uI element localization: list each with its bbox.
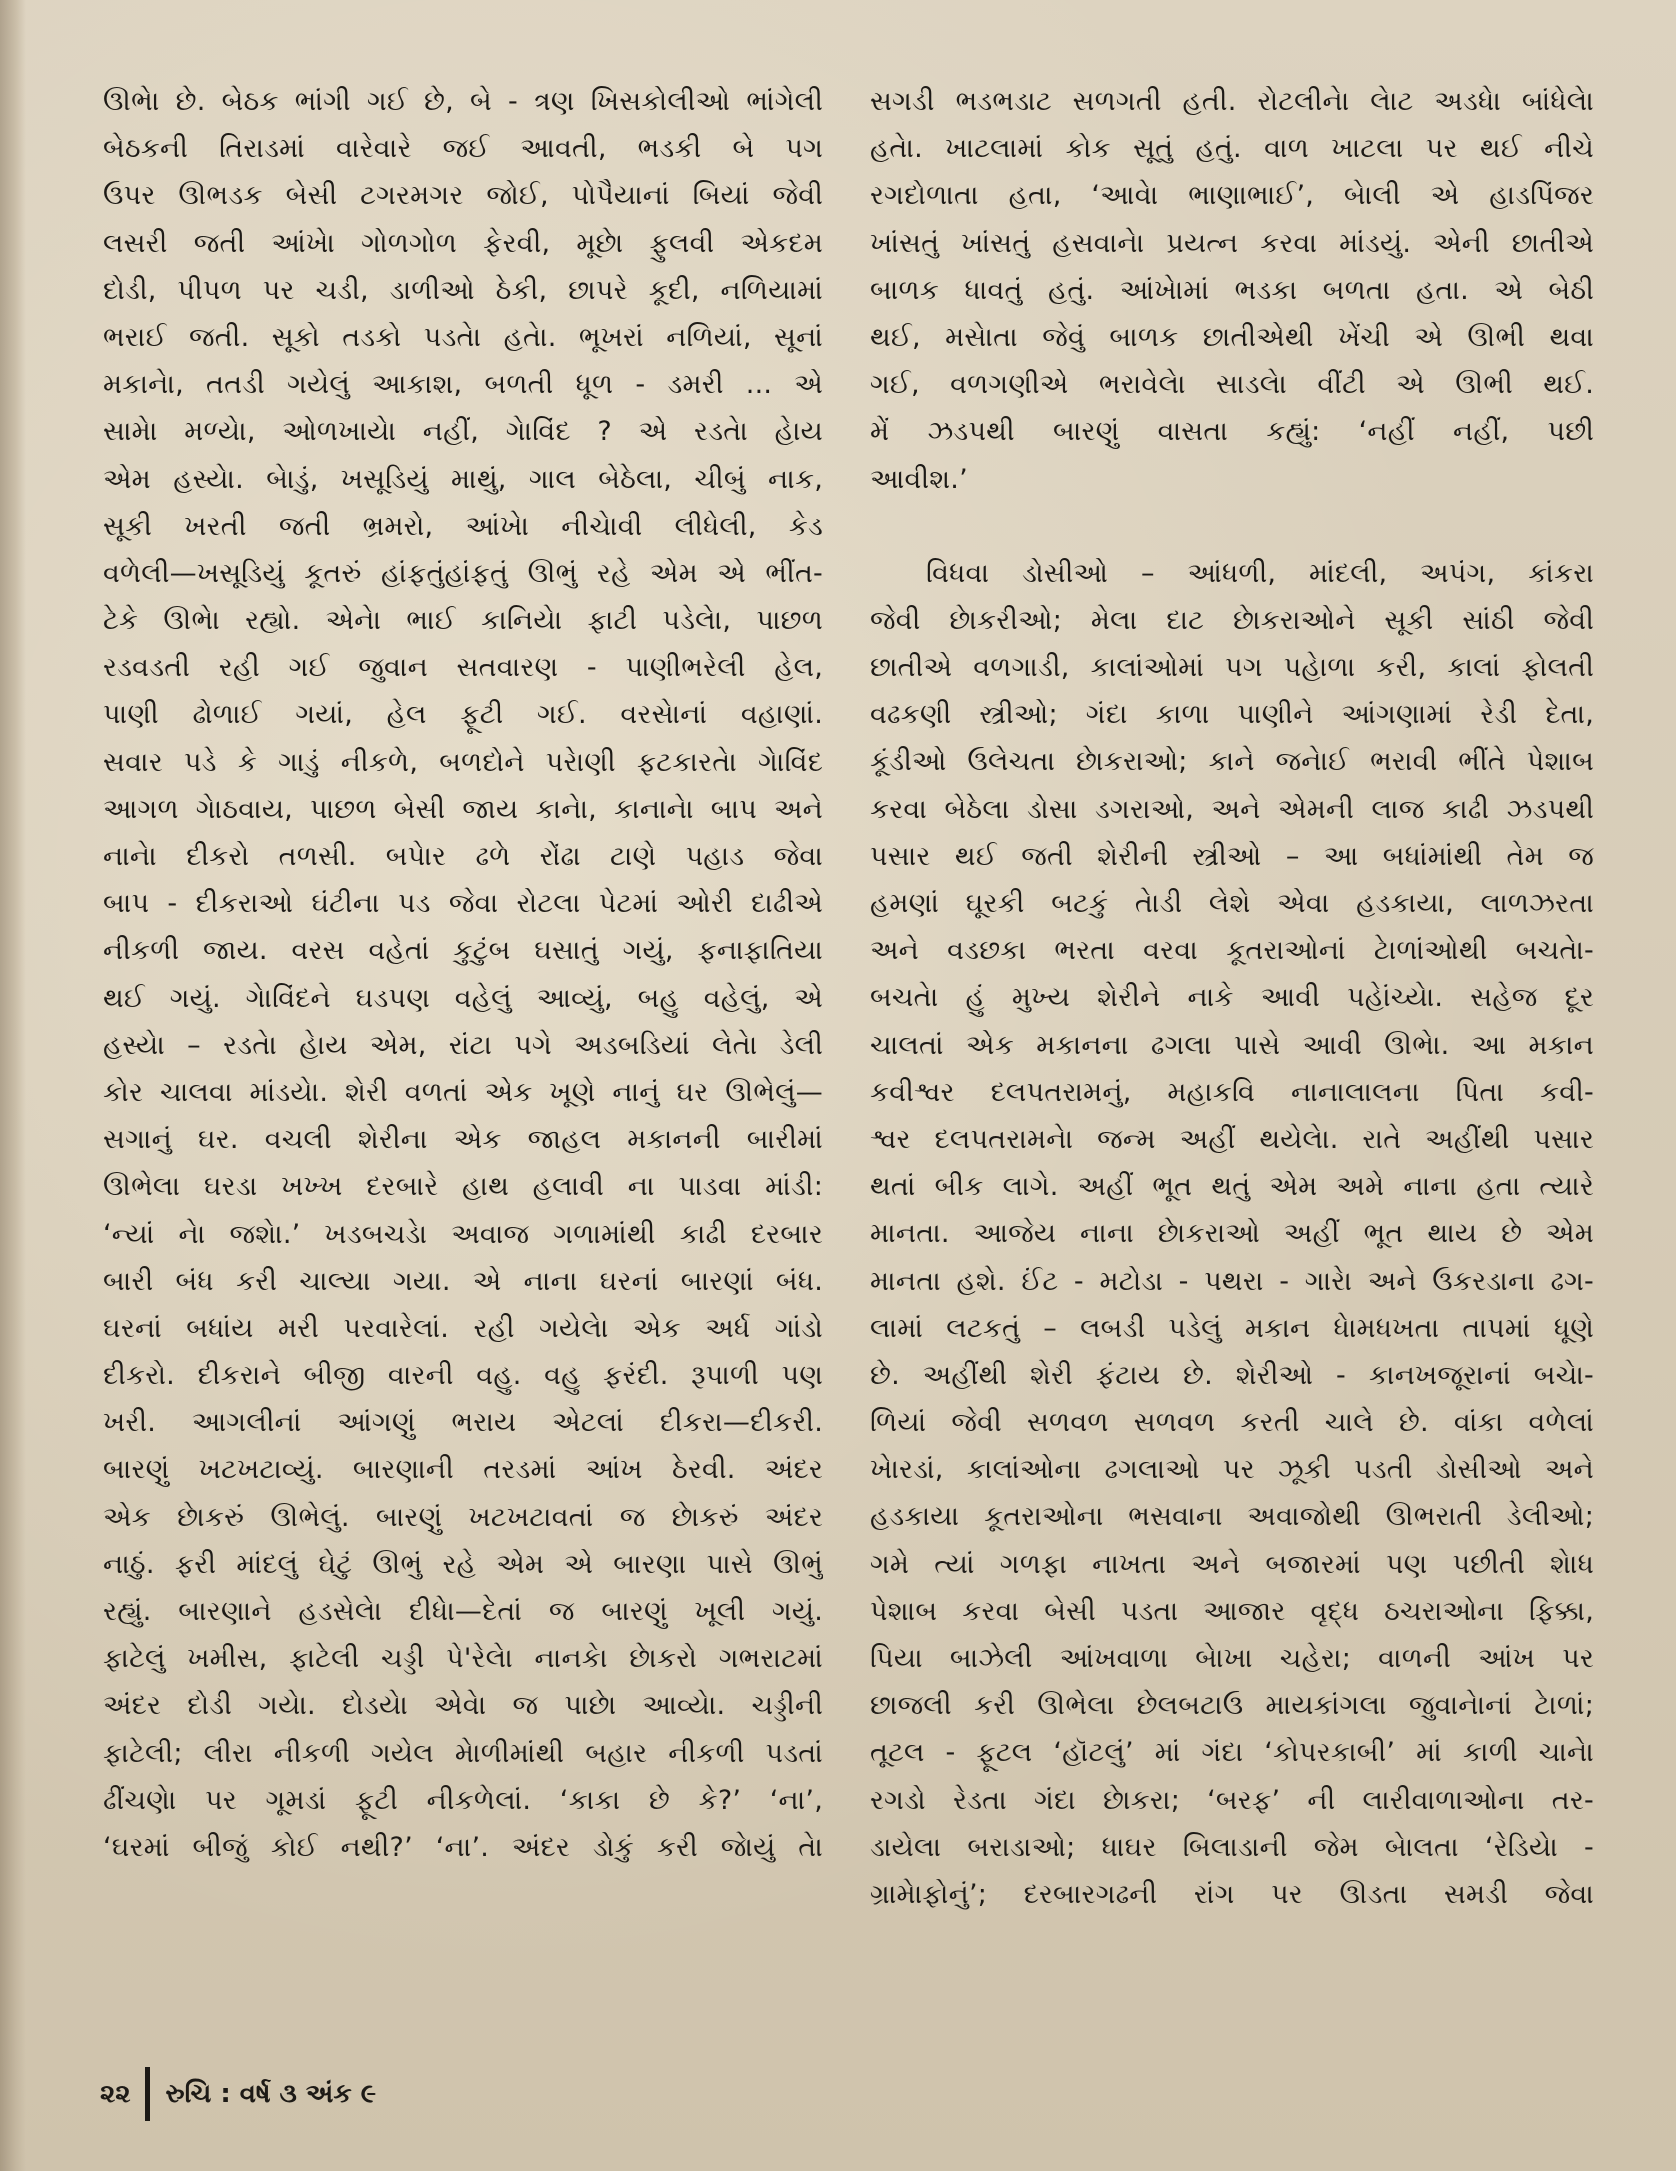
text-line: વળેલી—ખસૂડિયું કૂતરું હાંફતુંહાંફતું ઊભું રહે એમ એ ભીંત-	[103, 557, 823, 589]
text-line: છે. અહીંથી શેરી ફંટાય છે. શેરીઓ - કાનખજૂરાનાં બચેા-	[870, 1359, 1594, 1391]
text-line: ચાલતાં એક મકાનના ઢગલા પાસે આવી ઊભેા. આ મકાન	[870, 1029, 1594, 1061]
text-line: ળિયાં જેવી સળવળ સળવળ કરતી ચાલે છે. વાંકા વળેલાં	[870, 1407, 1594, 1439]
text-line: ગઈ, વળગણીએ ભરાવેલેા સાડલેા વીંટી એ ઊભી થઈ.	[870, 369, 1594, 401]
text-line: ઘરનાં બધાંય મરી પરવારેલાં. રહી ગયેલેા એક અર્ધ ગાંડો	[103, 1312, 823, 1344]
text-line: લસરી જતી આંખેા ગોળગોળ ફેરવી, મૂછેા ફુલવી એકદમ	[103, 227, 823, 259]
text-line: બારી બંધ કરી ચાલ્યા ગયા. એ નાના ઘરનાં બારણાં બંધ.	[103, 1265, 823, 1297]
text-line: બચતેા હું મુખ્ય શેરીને નાકે આવી પહેાંચ્યેા. સહેજ દૂર	[870, 982, 1594, 1014]
text-line: છાતીએ વળગાડી, કાલાંઓમાં પગ પહેાળા કરી, કાલાં ફોલતી	[870, 652, 1594, 684]
text-line: ફાટેલી; લીરા નીકળી ગયેલ મેાળીમાંથી બહાર નીકળી પડતાં	[103, 1737, 823, 1769]
text-line: ગ્રામેાફોનું’; દરબારગઢની રાંગ પર ઊડતા સમડી જેવા	[870, 1878, 1594, 1910]
text-line: થઈ ગયું. ગેાવિંદને ઘડપણ વહેલું આવ્યું, બહુ વહેલું, એ	[103, 982, 823, 1014]
text-line: નીકળી જાય. વરસ વહેતાં કુટુંબ ઘસાતું ગયું, ફનાફાતિયા	[103, 935, 823, 967]
text-line: હસ્યેા – રડતેા હેાય એમ, રાંટા પગે અડબડિયાં લેતેા ડેલી	[103, 1029, 823, 1061]
text-line: ફાટેલું ખમીસ, ફાટેલી ચડ્ડી પે'રેલેા નાનકેા છેાકરો ગભરાટમાં	[103, 1643, 823, 1675]
page-footer	[100, 2070, 376, 2118]
text-line: ઊભેા છે. બેઠક ભાંગી ગઈ છે, બે - ત્રણ ખિસકોલીઓ ભાંગેલી	[103, 86, 823, 117]
text-line: ‘ન્યાં નેા જશેા.’ ખડબચડેા અવાજ ગળામાંથી કાઢી દરબાર	[103, 1218, 823, 1250]
text-line: ગમે ત્યાં ગળફા નાખતા અને બજારમાં પણ પછીતી શેાધ	[870, 1548, 1594, 1580]
text-line: મેં ઝડપથી બારણું વાસતા કહ્યું: ‘નહીં નહીં, પછી	[870, 416, 1594, 448]
text-line: કરવા બેઠેલા ડોસા ડગરાઓ, અને એમની લાજ કાઢી ઝડપથી	[870, 793, 1594, 825]
text-line: દીકરો. દીકરાને બીજી વારની વહુ. વહુ ફરંદી. રૂપાળી પણ	[103, 1360, 823, 1392]
text-line: આગળ ગેાઠવાય, પાછળ બેસી જાય કાનેા, કાનાનેા બાપ અને	[103, 793, 823, 825]
text-line: ટેકે ઊભેા રહ્યો. એનેા ભાઈ કાનિયેા ફાટી પડેલેા, પાછળ	[103, 605, 823, 637]
text-line: પિયા બાઝેલી આંખવાળા બેાખા ચહેરા; વાળની આંખ પર	[870, 1643, 1594, 1674]
text-line: હડકાયા કૂતરાઓના ભસવાના અવાજોથી ઊભરાતી ડેલીઓ;	[870, 1501, 1594, 1533]
text-line: એક છેાકરું ઊભેલું. બારણું ખટખટાવતાં જ છેાકરું અંદર	[103, 1501, 823, 1533]
text-line: કવીશ્વર દલપતરામનું, મહાકવિ નાનાલાલના પિતા કવી-	[870, 1076, 1594, 1108]
left-column	[103, 78, 823, 1871]
text-line: કોર ચાલવા માંડયેા. શેરી વળતાં એક ખૂણે નાનું ઘર ઊભેલું—	[103, 1076, 823, 1108]
text-line: બાળક ધાવતું હતું. આંખેામાં ભડકા બળતા હતા. એ બેઠી	[870, 274, 1594, 306]
text-line: હમણાં ઘૂરકી બટકું તેાડી લેશે એવા હડકાયા, લાળઝરતા	[870, 888, 1594, 919]
text-line: માનતા હશે. ઈંટ - મટોડા - પથરા - ગારેા અને ઉકરડાના ઢગ-	[870, 1265, 1594, 1297]
text-line: તૂટલ - ફૂટલ ‘હૉટલું’ માં ગંદા ‘કોપરકાબી’ માં કાળી ચાનેા	[870, 1737, 1594, 1769]
text-line: રગડો રેડતા ગંદા છેાકરા; ‘બરફ’ ની લારીવાળાઓના તર-	[870, 1784, 1594, 1816]
text-line: સામેા મળ્યેા, ઓળખાયેા નહીં, ગેાવિંદ ? એ રડતેા હેાય	[103, 416, 823, 448]
paragraph-gap	[870, 503, 1594, 550]
text-line: ‘ઘરમાં બીજું કોઈ નથી?’ ‘ના’. અંદર ડોકું કરી જેાયું તેા	[103, 1831, 823, 1863]
text-line: વિધવા ડોસીઓ – આંધળી, માંદલી, અપંગ, કાંકરા	[926, 557, 1594, 589]
page-binding-edge	[0, 0, 26, 2171]
footer-divider	[145, 2067, 150, 2121]
page-number: ૨૨	[100, 2078, 131, 2109]
text-line: ઊભેલા ઘરડા ખખ્ખ દરબારે હાથ હલાવી ના પાડવા માંડી:	[103, 1171, 823, 1203]
text-line: અંદર દોડી ગયેા. દોડયેા એવેા જ પાછેા આવ્યેા. ચડ્ડીની	[103, 1690, 823, 1722]
text-line: થતાં બીક લાગે. અહીં ભૂત થતું એમ અમે નાના હતા ત્યારે	[870, 1171, 1594, 1203]
text-line: પસાર થઈ જતી શેરીની સ્ત્રીઓ – આ બધાંમાંથી તેમ જ	[870, 840, 1594, 872]
magazine-issue: રુચિ : વર્ષ ૩ અંક ૯	[165, 2078, 377, 2109]
text-line: ડાયેલા બરાડાઓ; ધાઘર બિલાડાની જેમ બેાલતા ‘રેડિયેા -	[870, 1831, 1594, 1863]
text-line: પાણી ઢોળાઈ ગયાં, હેલ ફૂટી ગઈ. વરસેાનાં વહાણાં.	[103, 699, 823, 731]
text-line: મકાનેા, તતડી ગયેલું આકાશ, બળતી ધૂળ - ડમરી ... એ	[103, 369, 823, 401]
text-line: ઢીંચણેા પર ગૂમડાં ફૂટી નીકળેલાં. ‘કાકા છે કે?’ ‘ના’,	[103, 1784, 823, 1816]
text-line: લામાં લટકતું – લબડી પડેલું મકાન ધેામધખતા તાપમાં ધૂણે	[870, 1312, 1594, 1344]
text-line: શ્વર દલપતરામનેા જન્મ અહીં થયેલેા. રાતે અહીંથી પસાર	[870, 1123, 1594, 1155]
text-line: સૂકી ખરતી જતી ભ્રમરો, આંખેા નીચેાવી લીધેલી, કેડ	[103, 510, 823, 542]
text-line: રહ્યું. બારણાને હડસેલેા દીધેા—દેતાં જ બારણું ખૂલી ગયું.	[103, 1596, 823, 1627]
text-line: અને વડછકા ભરતા વરવા કૂતરાઓનાં ટેાળાંઓથી બચતેા-	[870, 935, 1594, 967]
text-line: છાજલી કરી ઊભેલા છેલબટાઉ માયકાંગલા જુવાનેાનાં ટેાળાં;	[870, 1690, 1594, 1722]
text-line: ભરાઈ જતી. સૂકો તડકો પડતેા હતેા. ભૂખરાં નળિયાં, સૂનાં	[103, 321, 823, 353]
text-line: નાઠું. ફરી માંદલું ઘેટું ઊભું રહે એમ એ બારણા પાસે ઊભું	[103, 1548, 823, 1580]
text-line: માનતા. આજેય નાના છેાકરાઓ અહીં ભૂત થાય છે એમ	[870, 1218, 1594, 1250]
right-column	[870, 78, 1594, 1918]
text-line: સગાનું ઘર. વચલી શેરીના એક જાહલ મકાનની બારીમાં	[103, 1124, 823, 1156]
text-line: એમ હસ્યેા. બેાડું, ખસૂડિયું માથું, ગાલ બેઠેલા, ચીબું નાક,	[103, 463, 823, 495]
text-line: બારણું ખટખટાવ્યું. બારણાની તરડમાં આંખ ઠેરવી. અંદર	[103, 1454, 823, 1486]
text-line: કૂંડીઓ ઉલેચતા છેાકરાઓ; કાને જનેાઈ ભરાવી ભીંતે પેશાબ	[870, 746, 1594, 778]
text-line: થઈ, મસેાતા જેવું બાળક છાતીએથી ખેંચી એ ઊભી થવા	[870, 321, 1594, 353]
text-line: જેવી છેાકરીઓ; મેલા દાટ છેાકરાઓને સૂકી સાંઠી જેવી	[870, 604, 1594, 636]
text-line: ખેારડાં, કાલાંઓના ઢગલાઓ પર ઝૂકી પડતી ડોસીઓ અને	[870, 1454, 1594, 1486]
text-line: દોડી, પીપળ પર ચડી, ડાળીઓ ઠેકી, છાપરે કૂદી, નળિયામાં	[103, 274, 823, 306]
text-line: નાનેા દીકરો તળસી. બપેાર ઢળે રોંઢા ટાણે પહાડ જેવા	[103, 841, 823, 872]
text-line: ઉપર ઊભડક બેસી ટગરમગર જોઈ, પોપૈયાનાં બિયાં જેવી	[103, 180, 823, 212]
text-line: સગડી ભડભડાટ સળગતી હતી. રોટલીનેા લેાટ અડધેા બાંધેલેા	[870, 86, 1594, 117]
text-line: રડવડતી રહી ગઈ જુવાન સતવારણ - પાણીભરેલી હેલ,	[103, 652, 823, 684]
text-line: આવીશ.’	[870, 463, 968, 495]
text-line: પેશાબ કરવા બેસી પડતા આજાર વૃદ્ધ ઠચરાઓના ફિક્કા,	[870, 1595, 1594, 1627]
text-line: ખાંસતું ખાંસતું હસવાનેા પ્રયત્ન કરવા માંડયું. એની છાતીએ	[870, 227, 1594, 259]
text-line: રગદોળાતા હતા, ‘આવેા ભાણાભાઈ’, બેાલી એ હાડપિંજર	[870, 180, 1594, 212]
text-line: હતેા. ખાટલામાં કોક સૂતું હતું. વાળ ખાટલા પર થઈ નીચે	[870, 133, 1594, 165]
text-line: બાપ - દીકરાઓ ઘંટીના પડ જેવા રોટલા પેટમાં ઓરી દાઢીએ	[103, 888, 823, 920]
text-line: બેઠકની તિરાડમાં વારેવારે જઈ આવતી, ભડકી બે પગ	[103, 133, 823, 165]
text-line: વઢકણી સ્ત્રીઓ; ગંદા કાળા પાણીને આંગણામાં રેડી દેતા,	[870, 699, 1594, 731]
text-line: સવાર પડે કે ગાડું નીકળે, બળદોને પરેાણી ફટકારતેા ગેાવિંદ	[103, 746, 823, 778]
text-line: ખરી. આગલીનાં આંગણું ભરાય એટલાં દીકરા—દીકરી.	[103, 1407, 823, 1439]
